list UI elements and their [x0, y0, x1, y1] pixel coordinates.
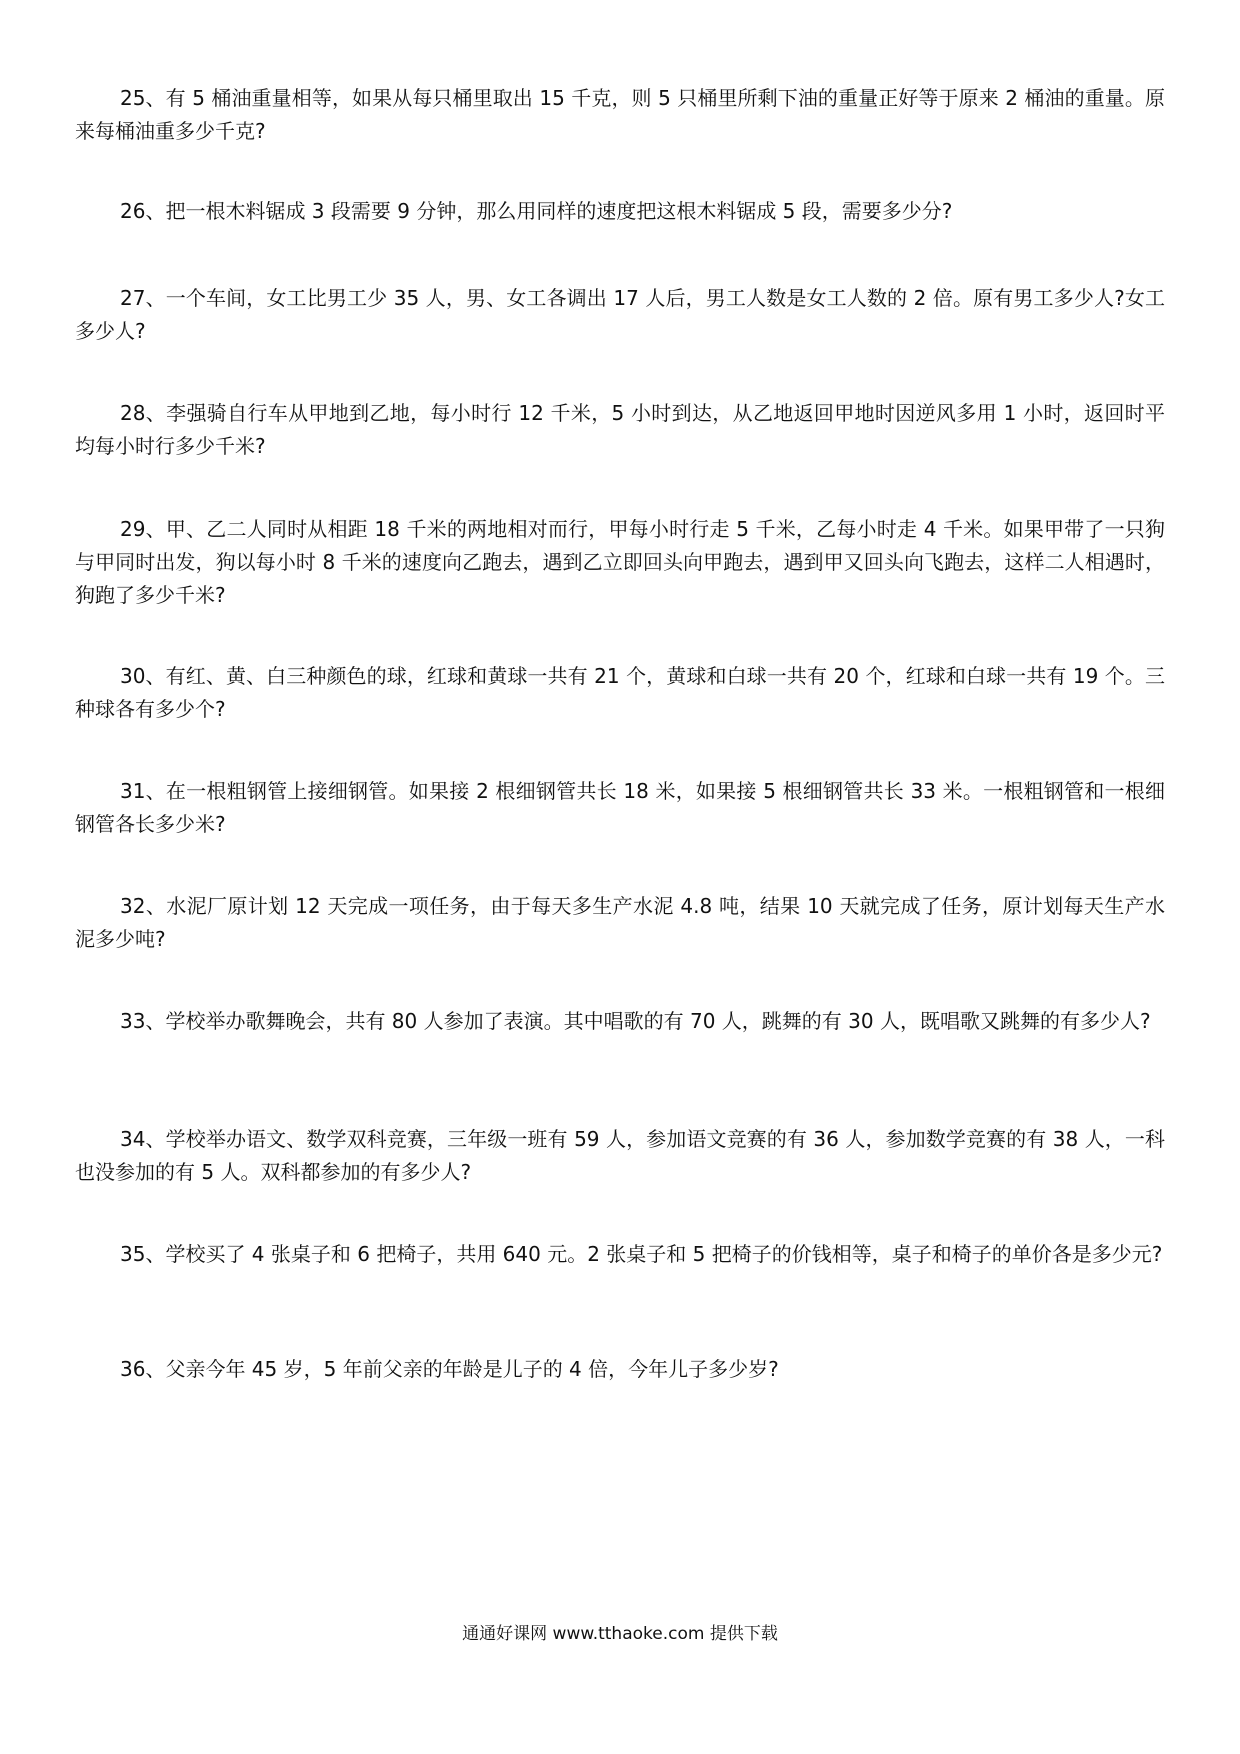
problem-31: 31、在一根粗钢管上接细钢管。如果接 2 根细钢管共长 18 米，如果接 5 根细钢管共长 33 米。一根粗钢管和一根细钢管各长多少米?	[75, 779, 1165, 836]
problem-26: 26、把一根木料锯成 3 段需要 9 分钟，那么用同样的速度把这根木料锯成 5 段，需要多少分?	[120, 199, 953, 223]
problem-35: 35、学校买了 4 张桌子和 6 把椅子，共用 640 元。2 张桌子和 5 把椅子的价钱相等，桌子和椅子的单价各是多少元?	[120, 1242, 1163, 1266]
problem-27: 27、一个车间，女工比男工少 35 人，男、女工各调出 17 人后，男工人数是女工人数的 2 倍。原有男工多少人?女工多少人?	[75, 286, 1165, 343]
problem-28: 28、李强骑自行车从甲地到乙地，每小时行 12 千米，5 小时到达，从乙地返回甲地时因逆风多用 1 小时，返回时平均每小时行多少千米?	[75, 401, 1165, 458]
problem-36: 36、父亲今年 45 岁，5 年前父亲的年龄是儿子的 4 倍，今年儿子多少岁?	[120, 1357, 779, 1381]
problem-32: 32、水泥厂原计划 12 天完成一项任务，由于每天多生产水泥 4.8 吨，结果 10 天就完成了任务，原计划每天生产水泥多少吨?	[75, 894, 1165, 951]
problem-25: 25、有 5 桶油重量相等，如果从每只桶里取出 15 千克，则 5 只桶里所剩下油的重量正好等于原来 2 桶油的重量。原来每桶油重多少千克?	[75, 86, 1165, 143]
problem-33: 33、学校举办歌舞晚会，共有 80 人参加了表演。其中唱歌的有 70 人，跳舞的有 30 人，既唱歌又跳舞的有多少人?	[120, 1009, 1151, 1033]
problem-34: 34、学校举办语文、数学双科竞赛，三年级一班有 59 人，参加语文竞赛的有 36 人，参加数学竞赛的有 38 人，一科也没参加的有 5 人。双科都参加的有多少人?	[75, 1127, 1165, 1184]
problem-29: 29、甲、乙二人同时从相距 18 千米的两地相对而行，甲每小时行走 5 千米，乙每小时走 4 千米。如果甲带了一只狗与甲同时出发，狗以每小时 8 千米的速度向乙跑去，遇到乙立即回头向甲跑去，遇到甲又回头向飞跑去，这样二人相遇时，狗跑了多少千米?	[75, 517, 1165, 607]
page-footer: 通通好课网 www.tthaoke.com 提供下载	[462, 1624, 778, 1644]
problem-30: 30、有红、黄、白三种颜色的球，红球和黄球一共有 21 个，黄球和白球一共有 20 个，红球和白球一共有 19 个。三种球各有多少个?	[75, 664, 1165, 721]
